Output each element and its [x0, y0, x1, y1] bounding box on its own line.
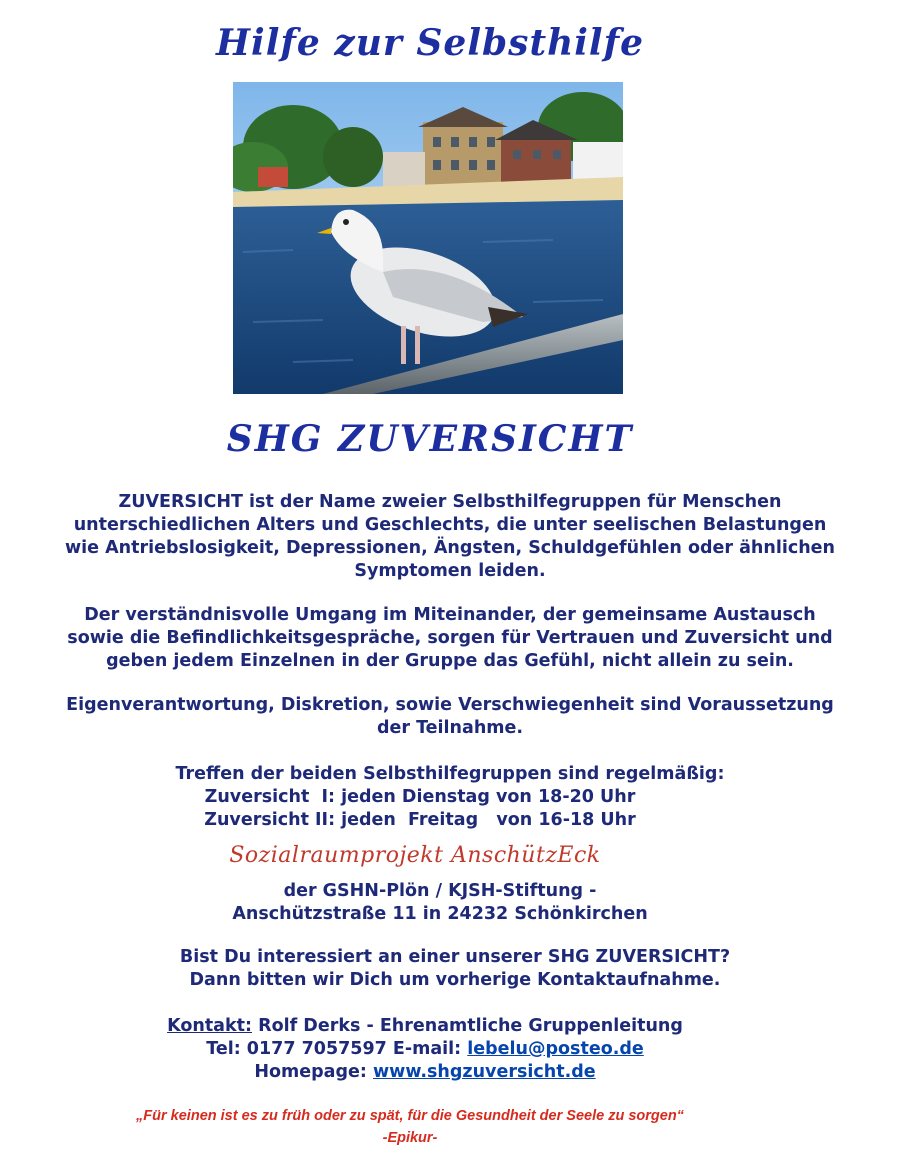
quote-block — [0, 1105, 820, 1149]
contact-person-line — [30, 1015, 820, 1038]
intro-line: wie Antriebslosigkeit, Depressionen, Ängsten, Schuldgefühlen oder ähnlichen — [64, 538, 835, 558]
seagull-photo — [233, 82, 623, 394]
responsibility-line: Eigenverantwortung, Diskretion, sowie Verschwiegenheit sind Voraussetzung — [66, 695, 834, 715]
organization-line: Anschützstraße 11 in 24232 Schönkirchen — [232, 904, 648, 924]
intro-paragraph — [30, 491, 870, 583]
understanding-line: sowie die Befindlichkeitsgespräche, sorgen für Vertrauen und Zuversicht und — [67, 628, 833, 648]
quote-text: „Für keinen ist es zu früh oder zu spät, für die Gesundheit der Seele zu sorgen“ — [136, 1108, 684, 1124]
responsibility-paragraph — [30, 694, 870, 740]
contact-block — [30, 1015, 820, 1084]
page-title: Hilfe zur Selbsthilfe — [216, 22, 644, 64]
interest-line: Bist Du interessiert an einer unserer SHG ZUVERSICHT? — [179, 947, 731, 967]
quote-author: -Epikur- — [382, 1130, 438, 1146]
intro-line: unterschiedlichen Alters und Geschlechts, die unter seelischen Belastungen — [73, 515, 827, 535]
contact-phone-line — [30, 1038, 820, 1061]
homepage-link[interactable]: www.shgzuversicht.de — [372, 1062, 596, 1082]
group-name-heading: SHG ZUVERSICHT — [226, 418, 634, 460]
organization-address — [30, 880, 850, 926]
email-link[interactable]: lebelu@posteo.de — [467, 1039, 644, 1059]
intro-line: ZUVERSICHT ist der Name zweier Selbsthilfegruppen für Menschen — [118, 492, 782, 512]
responsibility-line: der Teilnahme. — [376, 718, 524, 738]
interest-paragraph — [30, 946, 880, 992]
meeting-intro: Treffen der beiden Selbsthilfegruppen sind regelmäßig: — [175, 764, 725, 784]
contact-person: Rolf Derks - Ehrenamtliche Gruppenleitung — [252, 1016, 683, 1036]
understanding-line: geben jedem Einzelnen in der Gruppe das Gefühl, nicht allein zu sein. — [106, 651, 794, 671]
understanding-line: Der verständnisvolle Umgang im Miteinander, der gemeinsame Austausch — [84, 605, 816, 625]
contact-label: Kontakt: — [167, 1016, 252, 1036]
homepage-label: Homepage: — [254, 1062, 373, 1082]
interest-line: Dann bitten wir Dich um vorherige Kontaktaufnahme. — [189, 970, 721, 990]
intro-line: Symptomen leiden. — [354, 561, 546, 581]
understanding-paragraph — [30, 604, 870, 673]
meeting-schedule — [30, 763, 870, 832]
meeting-group-2: Zuversicht II: jeden Freitag von 16-18 Uhr — [204, 810, 636, 830]
project-name: Sozialraumprojekt AnschützEck — [229, 843, 601, 868]
homepage-line — [30, 1061, 820, 1084]
organization-line: der GSHN-Plön / KJSH-Stiftung - — [283, 881, 597, 901]
meeting-group-1: Zuversicht I: jeden Dienstag von 18-20 Uhr — [204, 787, 636, 807]
contact-phone: Tel: 0177 7057597 E-mail: — [206, 1039, 468, 1059]
